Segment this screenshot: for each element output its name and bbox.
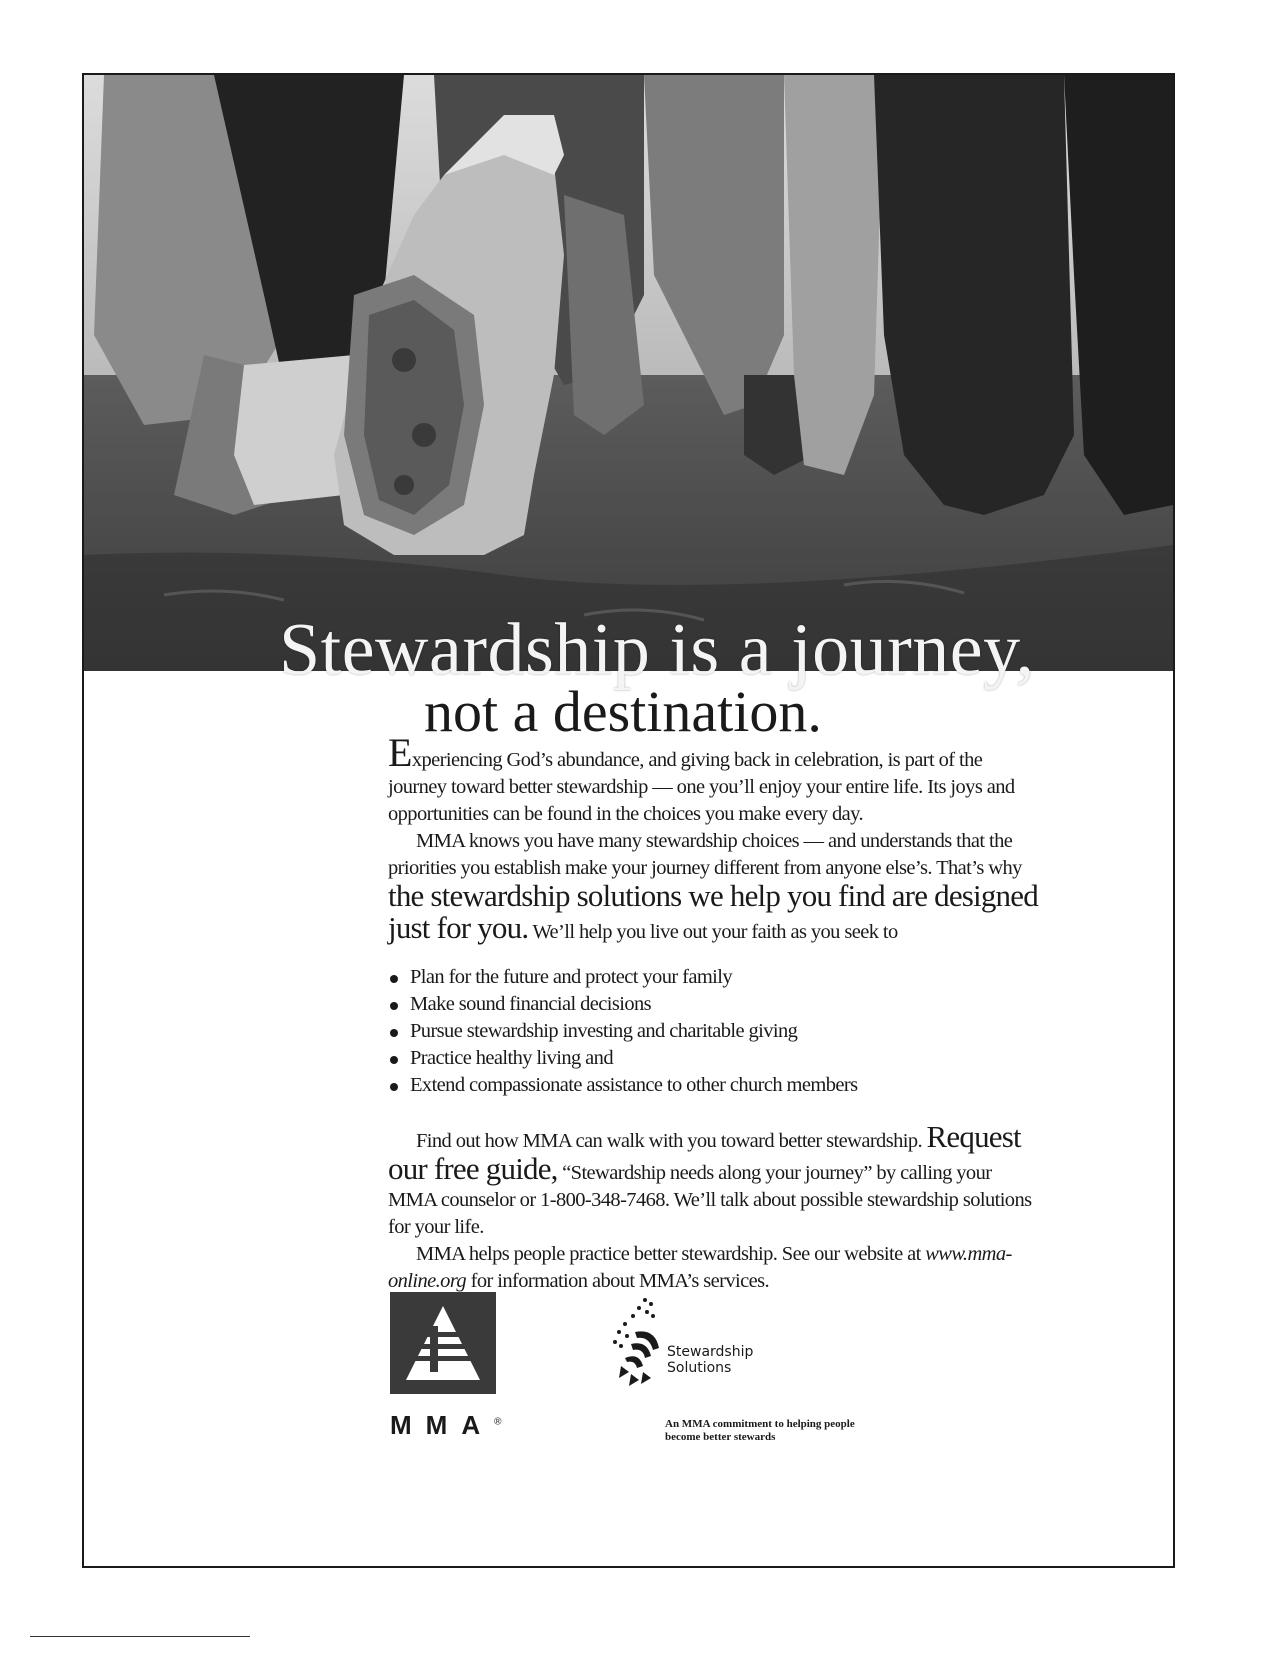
list-item: Plan for the future and protect your family <box>388 964 1038 991</box>
request-highlight: Request our free guide, <box>388 1119 1021 1186</box>
website-text-b: for information about MMA’s services. <box>470 1270 769 1292</box>
mma-logo <box>390 1292 502 1441</box>
list-item: Make sound financial decisions <box>388 991 1038 1018</box>
ss-name-line-1: Stewardship <box>667 1344 754 1360</box>
intro-paragraph <box>388 730 1038 828</box>
list-item: Practice healthy living and <box>388 1045 1038 1072</box>
stewardship-solutions-name <box>667 1344 753 1376</box>
website-link[interactable]: www.mma-online.org <box>388 1243 1012 1292</box>
mma-wordmark-text: MMA <box>390 1410 495 1440</box>
choices-text-a: MMA knows you have many stewardship choices — and understands that the priorities you establish make your journey different from anyone else’s. That’s why <box>388 830 1022 879</box>
request-text-a: Find out how MMA can walk with you toward better stewardship. <box>416 1130 923 1152</box>
goals-list <box>388 964 1038 1099</box>
sunburst-icon <box>595 1292 665 1392</box>
body-copy <box>388 730 1038 1295</box>
registered-mark: ® <box>494 1416 502 1428</box>
website-text-a: MMA helps people practice better stewardship. See our website at <box>416 1243 921 1265</box>
headline-line-2: not a destination. <box>424 679 822 744</box>
website-paragraph <box>388 1241 1038 1295</box>
footer-rule <box>30 1636 250 1637</box>
list-item: Pursue stewardship investing and charitable giving <box>388 1018 1038 1045</box>
headline-line-1: Stewardship is a journey, <box>279 609 1035 691</box>
stewardship-solutions-logo <box>595 1292 855 1443</box>
ss-name-line-2: Solutions <box>667 1360 732 1376</box>
mma-mark-icon <box>390 1292 496 1394</box>
request-paragraph <box>388 1119 1038 1241</box>
list-item: Extend compassionate assistance to other church members <box>388 1072 1038 1099</box>
choices-highlight: the stewardship solutions we help you find are designed just for you. <box>388 878 1038 945</box>
drop-cap: E <box>388 730 412 775</box>
request-text-b: “Stewardship needs along your journey” by calling your MMA counselor or 1-800-348-7468. We’ll talk about possible stewardship solutions for your life. <box>388 1162 1032 1238</box>
ss-tagline: An MMA commitment to helping people become better stewards <box>665 1418 855 1443</box>
choices-paragraph <box>388 828 1038 946</box>
mma-wordmark <box>390 1410 502 1441</box>
walking-feet-photo <box>84 75 1173 671</box>
choices-text-b: We’ll help you live out your faith as you seek to <box>532 921 898 943</box>
intro-text: xperiencing God’s abundance, and giving back in celebration, is part of the journey toward better stewardship — one you’ll enjoy your entire life. Its joys and opportunities can be found in the choices you make every day. <box>388 749 1015 825</box>
